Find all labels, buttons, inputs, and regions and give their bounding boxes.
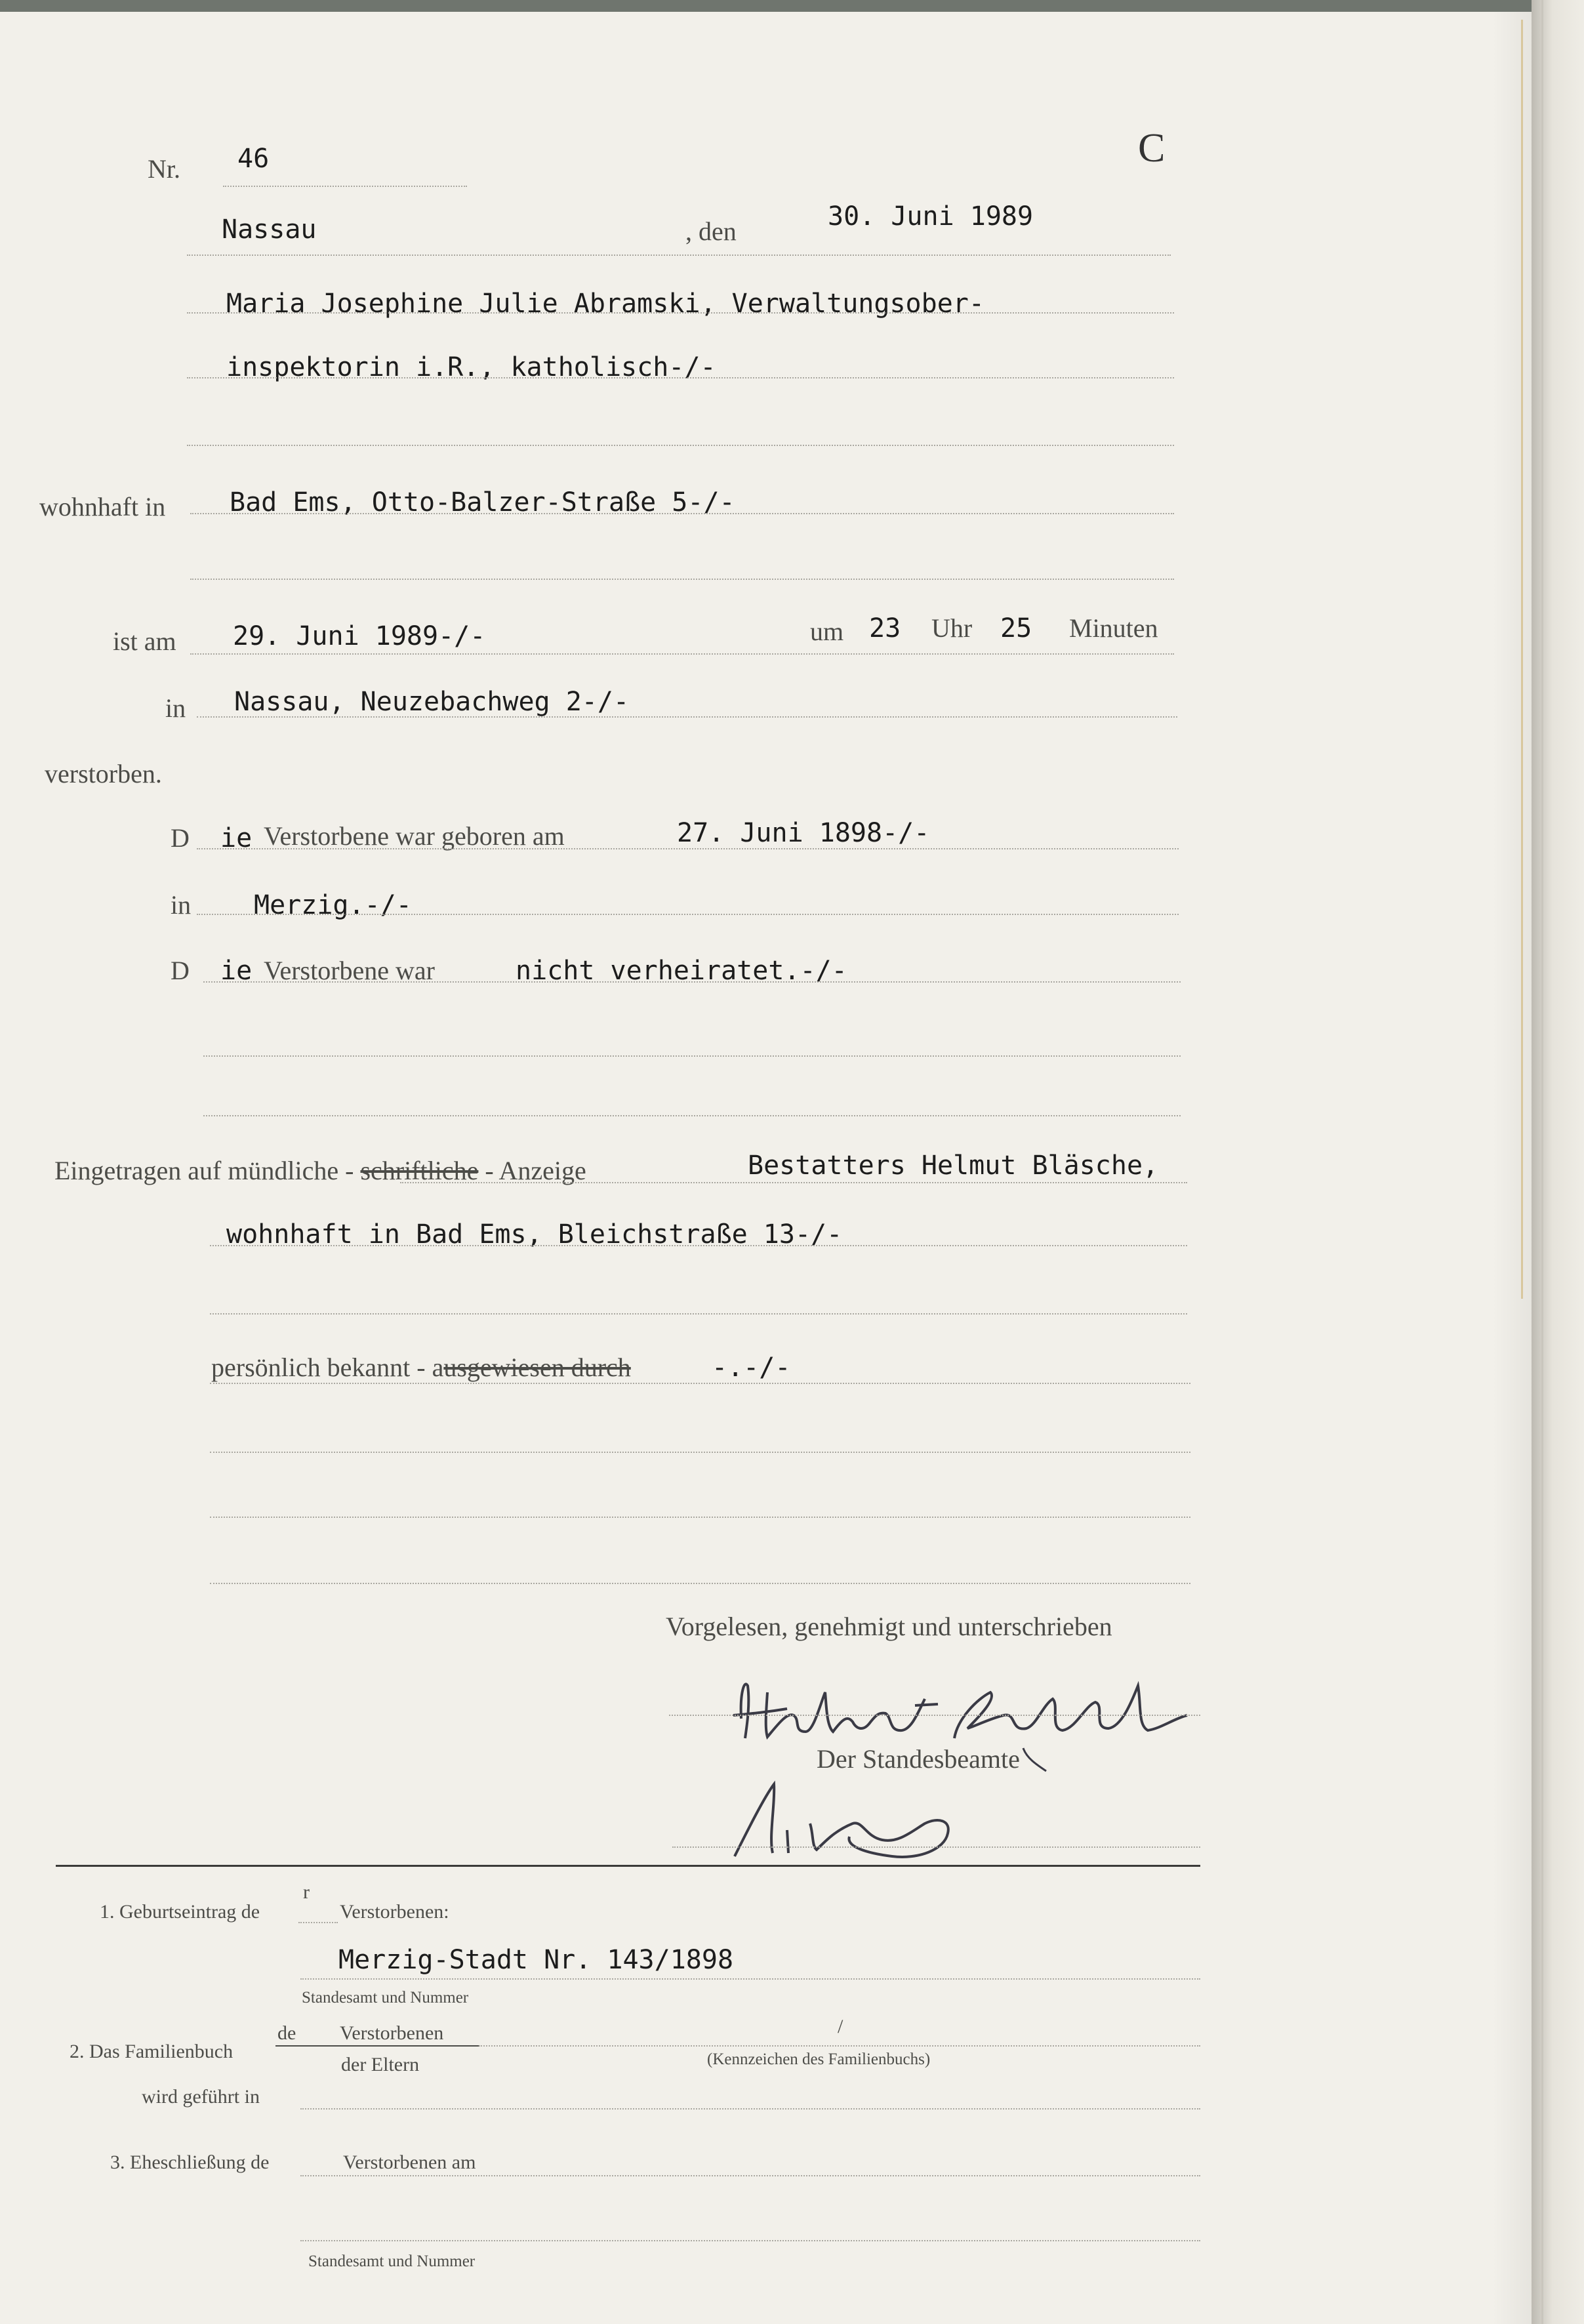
- item3-line: [300, 2175, 1200, 2176]
- birth-place-line: [197, 914, 1179, 915]
- marital-d-fill: ie: [220, 956, 253, 986]
- item1-label: 1. Geburtseintrag de: [100, 1901, 260, 1923]
- deceased-name-line1: Maria Josephine Julie Abramski, Verwaltungsober-: [226, 289, 985, 319]
- ausgewiesen-struck: usgewiesen durch: [443, 1353, 631, 1382]
- entry-number: 46: [237, 144, 270, 174]
- informant-line1: Bestatters Helmut Bläsche,: [748, 1151, 1159, 1181]
- birth-in-label: in: [171, 890, 192, 920]
- facing-page-edge: [1532, 0, 1584, 2324]
- deceased-name-line2: inspektorin i.R., katholisch-/-: [226, 352, 716, 382]
- page-edge-line: [1521, 20, 1523, 1299]
- death-date-line: [190, 653, 1174, 655]
- blank-line-4: [210, 1452, 1190, 1453]
- den-label: , den: [685, 216, 737, 246]
- item2-kennzeichen: (Kennzeichen des Familienbuchs): [707, 2050, 931, 2068]
- blank-line-2: [203, 1115, 1181, 1116]
- nr-line: [223, 186, 467, 187]
- verstorben-label: verstorben.: [45, 759, 162, 788]
- birth-date: 27. Juni 1898-/-: [677, 818, 930, 848]
- nr-label: Nr.: [148, 154, 180, 184]
- birth-d-prefix: D: [171, 823, 190, 853]
- item2-de: de: [277, 2022, 296, 2044]
- item1-line: [300, 1978, 1200, 1980]
- item3-line2: [300, 2240, 1200, 2241]
- informant-line2-rule: [210, 1245, 1187, 1246]
- item1-standesamt-caption: Standesamt und Nummer: [302, 1989, 469, 2007]
- book-spine-edge: [1541, 0, 1543, 2324]
- um-label: um: [810, 617, 844, 646]
- item1-small-line: [298, 1922, 338, 1923]
- marital-line: [203, 981, 1181, 983]
- item2-wird-label: wird geführt in: [142, 2086, 260, 2108]
- item3-standesamt-caption: Standesamt und Nummer: [308, 2253, 476, 2270]
- eingetragen-label: Eingetragen auf mündliche - schriftliche - Anzeige: [54, 1156, 586, 1185]
- deceased-line1: [187, 312, 1174, 314]
- item2-wird-line: [300, 2108, 1200, 2110]
- blank-line-1: [203, 1055, 1181, 1057]
- item2-verstorbenen: Verstorbenen: [340, 2022, 444, 2044]
- uhr-label: Uhr: [931, 613, 973, 643]
- geboren-label: Verstorbene war geboren am: [264, 821, 565, 851]
- informant-signature-line: [669, 1715, 1200, 1716]
- footer-divider: [56, 1865, 1200, 1867]
- wohnhaft-line: [190, 513, 1174, 514]
- register-letter: C: [1138, 126, 1166, 171]
- deceased-line2: [187, 377, 1174, 378]
- registration-date: 30. Juni 1989: [828, 201, 1034, 232]
- identity-label: persönlich bekannt - ausgewiesen durch: [211, 1353, 631, 1382]
- residence-value: Bad Ems, Otto-Balzer-Straße 5-/-: [230, 487, 735, 518]
- informant-line2: wohnhaft in Bad Ems, Bleichstraße 13-/-: [226, 1219, 843, 1250]
- death-hour: 23: [869, 613, 901, 643]
- birth-d-fill: ie: [220, 823, 253, 853]
- schriftliche-struck: schriftliche: [360, 1156, 479, 1185]
- marital-status: nicht verheiratet.-/-: [516, 956, 847, 986]
- item1-sup: r: [303, 1881, 310, 1903]
- minuten-label: Minuten: [1069, 613, 1158, 643]
- item2-de-underline: [275, 2045, 479, 2047]
- birth-date-line: [197, 848, 1179, 849]
- ist-am-label: ist am: [113, 626, 176, 656]
- item2-slash: /: [838, 2016, 843, 2037]
- registrar-signature-line: [672, 1846, 1200, 1848]
- item2-line: [479, 2045, 1200, 2047]
- registrar-label: Der Standesbeamte: [817, 1744, 1020, 1774]
- deceased-line3: [187, 445, 1174, 446]
- identity-value: -.-/-: [712, 1353, 791, 1383]
- item3-suffix: Verstorbenen am: [343, 2151, 476, 2173]
- informant-line1-rule: [400, 1182, 1187, 1183]
- read-approved-label: Vorgelesen, genehmigt und unterschrieben: [666, 1612, 1112, 1641]
- death-place-line: [197, 716, 1177, 718]
- death-in-label: in: [165, 693, 186, 723]
- registration-place: Nassau: [222, 214, 317, 245]
- birth-register-entry: Merzig-Stadt Nr. 143/1898: [338, 1945, 734, 1975]
- item1-suffix: Verstorbenen:: [340, 1901, 449, 1923]
- blank-line-5: [210, 1517, 1190, 1518]
- registrar-signature: [721, 1771, 997, 1863]
- birth-place: Merzig.-/-: [254, 890, 412, 920]
- item2-label: 2. Das Familienbuch: [70, 2041, 234, 2062]
- blank-line-3: [210, 1313, 1187, 1315]
- wohnhaft-line2: [190, 579, 1174, 580]
- marital-label: Verstorbene war: [264, 956, 435, 985]
- death-date: 29. Juni 1989-/-: [233, 621, 486, 651]
- wohnhaft-label: wohnhaft in: [39, 492, 166, 521]
- death-minutes: 25: [1000, 613, 1032, 643]
- blank-line-6: [210, 1583, 1190, 1584]
- death-place: Nassau, Neuzebachweg 2-/-: [234, 687, 630, 717]
- place-date-line: [187, 255, 1171, 256]
- item2-eltern: der Eltern: [341, 2054, 420, 2075]
- identity-line: [210, 1383, 1190, 1384]
- marital-d-prefix: D: [171, 956, 190, 985]
- item3-label: 3. Eheschließung de: [110, 2151, 270, 2173]
